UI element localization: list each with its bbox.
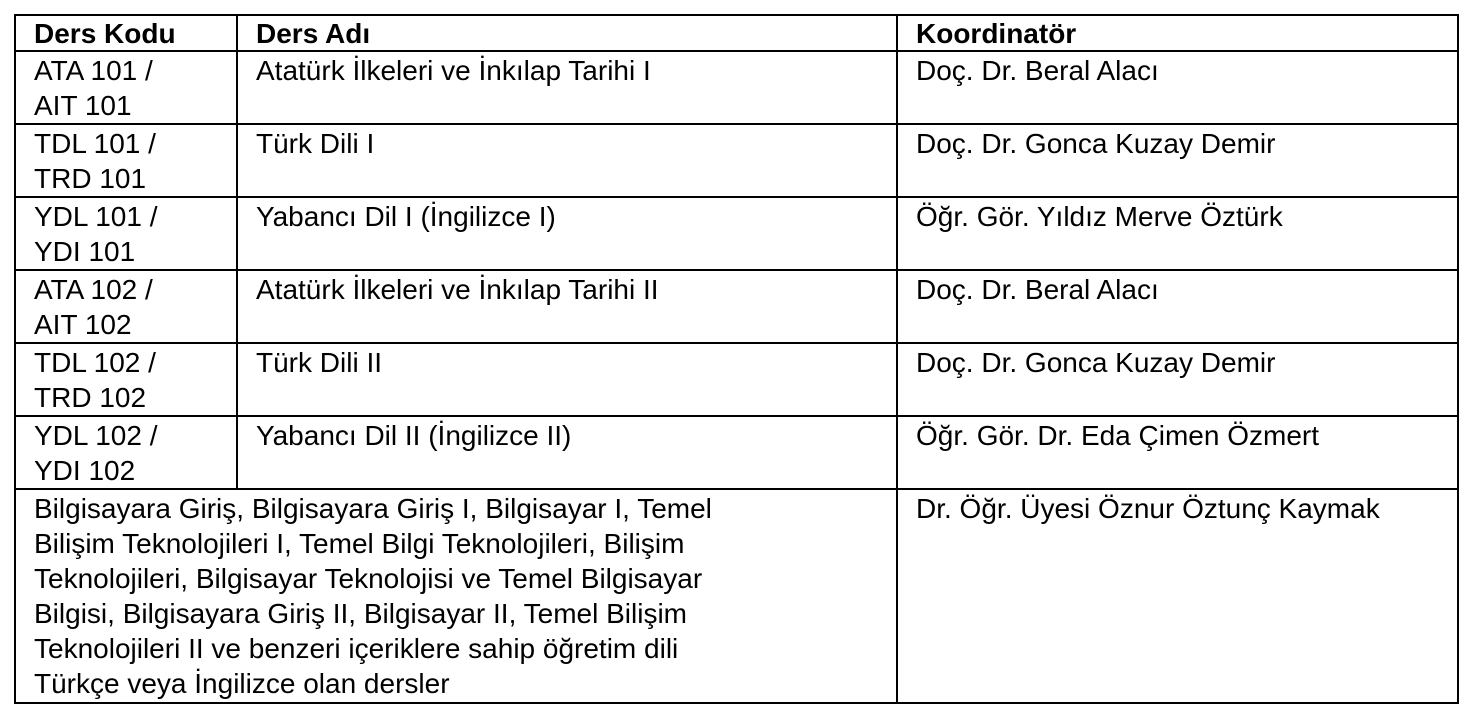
course-code-cell — [15, 416, 237, 489]
description-line: Bilgisayara Giriş, Bilgisayara Giriş I, Bilgisayar I, Temel — [34, 493, 712, 524]
coordinator-cell: Doç. Dr. Beral Alacı — [897, 51, 1458, 124]
course-name-cell: Atatürk İlkeleri ve İnkılap Tarihi I — [237, 51, 897, 124]
description-line: Teknolojileri, Bilgisayar Teknolojisi ve Temel Bilgisayar — [34, 563, 703, 594]
description-line: Bilişim Teknolojileri I, Temel Bilgi Teknolojileri, Bilişim — [34, 528, 685, 559]
table-row-computer-courses — [15, 489, 1458, 703]
table-row — [15, 124, 1458, 197]
course-code-line: YDI 102 — [34, 455, 136, 486]
course-code-line: YDI 101 — [34, 236, 136, 267]
course-code-line: YDL 102 / — [34, 420, 158, 451]
header-course-name: Ders Adı — [237, 15, 897, 51]
coordinator-cell: Doç. Dr. Gonca Kuzay Demir — [897, 124, 1458, 197]
course-code-line: TRD 102 — [34, 382, 147, 413]
course-code-line: ATA 101 / — [34, 55, 153, 86]
course-code-line: TDL 102 / — [34, 347, 156, 378]
header-coordinator: Koordinatör — [897, 15, 1458, 51]
table-row — [15, 270, 1458, 343]
course-name-cell: Türk Dili I — [237, 124, 897, 197]
course-code-line: YDL 101 / — [34, 201, 158, 232]
course-code-line: AIT 101 — [34, 90, 132, 121]
course-code-cell — [15, 124, 237, 197]
course-code-line: AIT 102 — [34, 309, 132, 340]
coordinator-cell: Öğr. Gör. Yıldız Merve Öztürk — [897, 197, 1458, 270]
table-row — [15, 51, 1458, 124]
course-coordinator-table — [14, 14, 1459, 704]
description-line: Türkçe veya İngilizce olan dersler — [34, 668, 450, 699]
table-header-row — [15, 15, 1458, 51]
course-code-cell — [15, 51, 237, 124]
table-row — [15, 343, 1458, 416]
course-name-cell: Yabancı Dil I (İngilizce I) — [237, 197, 897, 270]
coordinator-cell: Doç. Dr. Beral Alacı — [897, 270, 1458, 343]
course-code-cell — [15, 343, 237, 416]
computer-courses-description-cell — [15, 489, 897, 703]
course-name-cell: Türk Dili II — [237, 343, 897, 416]
coordinator-cell: Dr. Öğr. Üyesi Öznur Öztunç Kaymak — [897, 489, 1458, 703]
table-row — [15, 416, 1458, 489]
course-code-cell — [15, 197, 237, 270]
header-course-code: Ders Kodu — [15, 15, 237, 51]
coordinator-cell: Öğr. Gör. Dr. Eda Çimen Özmert — [897, 416, 1458, 489]
course-code-cell — [15, 270, 237, 343]
course-name-cell: Yabancı Dil II (İngilizce II) — [237, 416, 897, 489]
course-code-line: ATA 102 / — [34, 274, 153, 305]
coordinator-cell: Doç. Dr. Gonca Kuzay Demir — [897, 343, 1458, 416]
course-code-line: TDL 101 / — [34, 128, 156, 159]
course-code-line: TRD 101 — [34, 163, 147, 194]
course-name-cell: Atatürk İlkeleri ve İnkılap Tarihi II — [237, 270, 897, 343]
description-line: Teknolojileri II ve benzeri içeriklere sahip öğretim dili — [34, 633, 679, 664]
table-row — [15, 197, 1458, 270]
description-line: Bilgisi, Bilgisayara Giriş II, Bilgisayar II, Temel Bilişim — [34, 598, 687, 629]
